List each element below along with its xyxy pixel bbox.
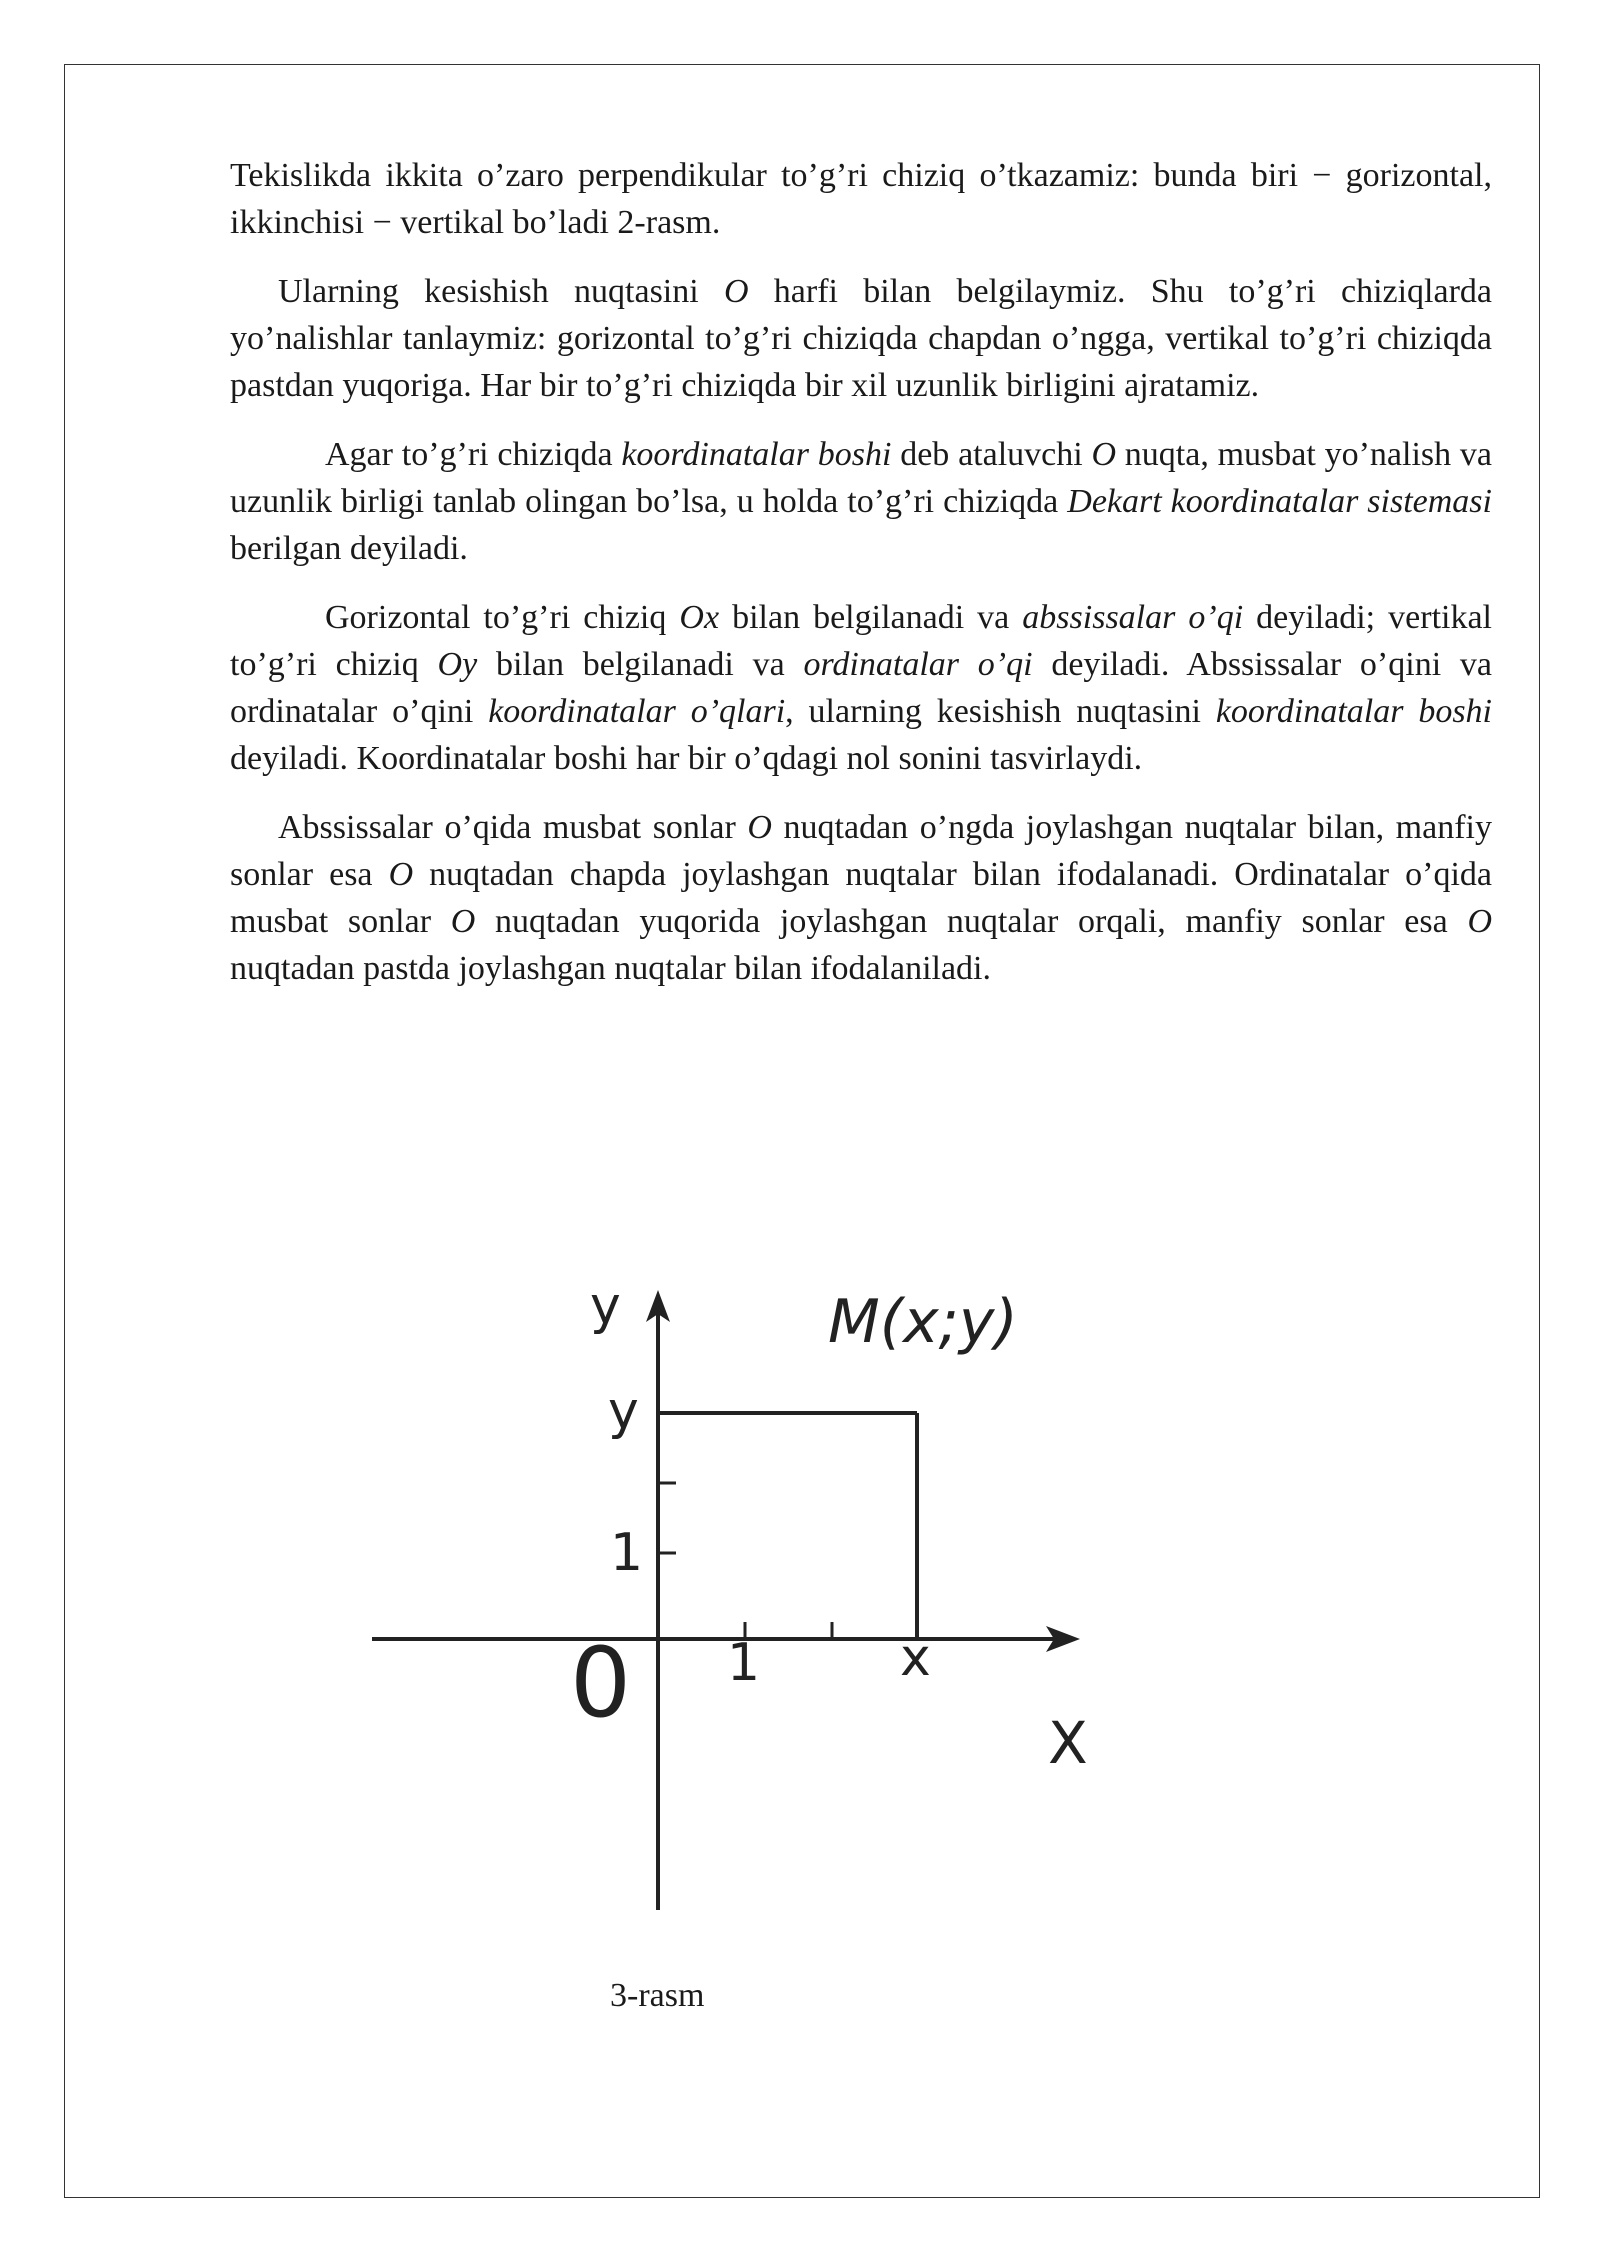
text-run: Tekislikda ikkita o’zaro perpendikular to’g’ri chiziq o’tkazamiz: bunda biri − gorizontal, ikkinchisi − vertikal bo’ladi 2-rasm.: [230, 157, 1492, 241]
coordinate-diagram: [360, 1270, 1120, 1930]
text-run: nuqtadan pastda joylashgan nuqtalar bilan ifodalaniladi.: [230, 950, 991, 987]
italic-term: koordinatalar boshi: [1215, 693, 1492, 730]
paragraph: [230, 594, 1492, 782]
text-run: nuqtadan chapda joylashgan nuqtalar bilan ifodalanadi. Ordinatalar o’qida musbat sonlar: [230, 856, 1492, 940]
text-run: harfi bilan belgilaymiz. Shu to’g’ri chiziqlarda yo’nalishlar tanlaymiz: gorizontal to’g’ri chiziqda chapdan o’ngga, vertikal to’g’ri chiziqda pastdan yuqoriga. Har bir to’g’ri chiziqda bir xil uzunlik birligini ajratamiz.: [230, 273, 1493, 404]
text-run: nuqtadan yuqorida joylashgan nuqtalar orqali, manfiy sonlar esa: [475, 903, 1468, 940]
text-run: nuqta, musbat yo’nalish va uzunlik birligi tanlab olingan bo’lsa, u holda to’g’ri chiziqda: [230, 436, 1492, 520]
italic-term: abssissalar o’qi: [1022, 599, 1244, 636]
italic-term: O: [723, 273, 749, 310]
text-run: deyiladi. Abssissalar o’qini va ordinatalar o’qini: [230, 646, 1493, 730]
italic-term: O: [1467, 903, 1492, 940]
y-axis-label: y: [590, 1276, 621, 1336]
italic-term: O: [747, 809, 772, 846]
origin-label: 0: [570, 1627, 632, 1739]
text-run: bilan belgilanadi va: [477, 646, 804, 683]
text-run: Gorizontal to’g’ri chiziq: [325, 599, 680, 636]
text-run: , ularning kesishish nuqtasini: [785, 693, 1216, 730]
text-run: berilgan deyiladi.: [230, 530, 468, 567]
italic-term: koordinatalar boshi: [621, 436, 892, 473]
x-axis-label: X: [1048, 1709, 1088, 1777]
italic-term: koordinatalar o’qlari: [488, 693, 786, 730]
italic-term: Ox: [679, 599, 720, 636]
text-run: deyiladi; vertikal to’g’ri chiziq: [230, 599, 1492, 683]
body-text: [230, 152, 1492, 992]
point-label: M(x;y): [828, 1287, 1018, 1357]
x-value-label: x: [900, 1628, 931, 1688]
paragraph: [230, 268, 1492, 409]
text-run: Agar to’g’ri chiziqda: [325, 436, 622, 473]
italic-term: O: [388, 856, 414, 893]
text-run: nuqtadan o’ngda joylashgan nuqtalar bilan, manfiy sonlar esa: [230, 809, 1492, 893]
x-unit-label: 1: [727, 1633, 761, 1693]
italic-term: O: [1091, 436, 1117, 473]
text-run: deb ataluvchi: [891, 436, 1092, 473]
italic-term: Oy: [437, 646, 478, 683]
figure-caption: 3-rasm: [610, 1977, 705, 2014]
text-run: deyiladi. Koordinatalar boshi har bir o’qdagi nol sonini tasvirlaydi.: [230, 740, 1143, 777]
paragraph: [230, 431, 1492, 572]
text-run: Abssissalar o’qida musbat sonlar: [278, 809, 748, 846]
text-run: bilan belgilanadi va: [719, 599, 1023, 636]
italic-term: ordinatalar o’qi: [803, 646, 1033, 683]
italic-term: O: [450, 903, 476, 940]
text-run: Ularning kesishish nuqtasini: [278, 273, 724, 310]
paragraph: [230, 152, 1492, 246]
coordinate-figure: [360, 1270, 1120, 1930]
y-value-label: y: [608, 1381, 639, 1441]
paragraph: [230, 804, 1492, 992]
y-unit-label: 1: [610, 1523, 644, 1583]
italic-term: Dekart koordinatalar sistemasi: [1067, 483, 1492, 520]
